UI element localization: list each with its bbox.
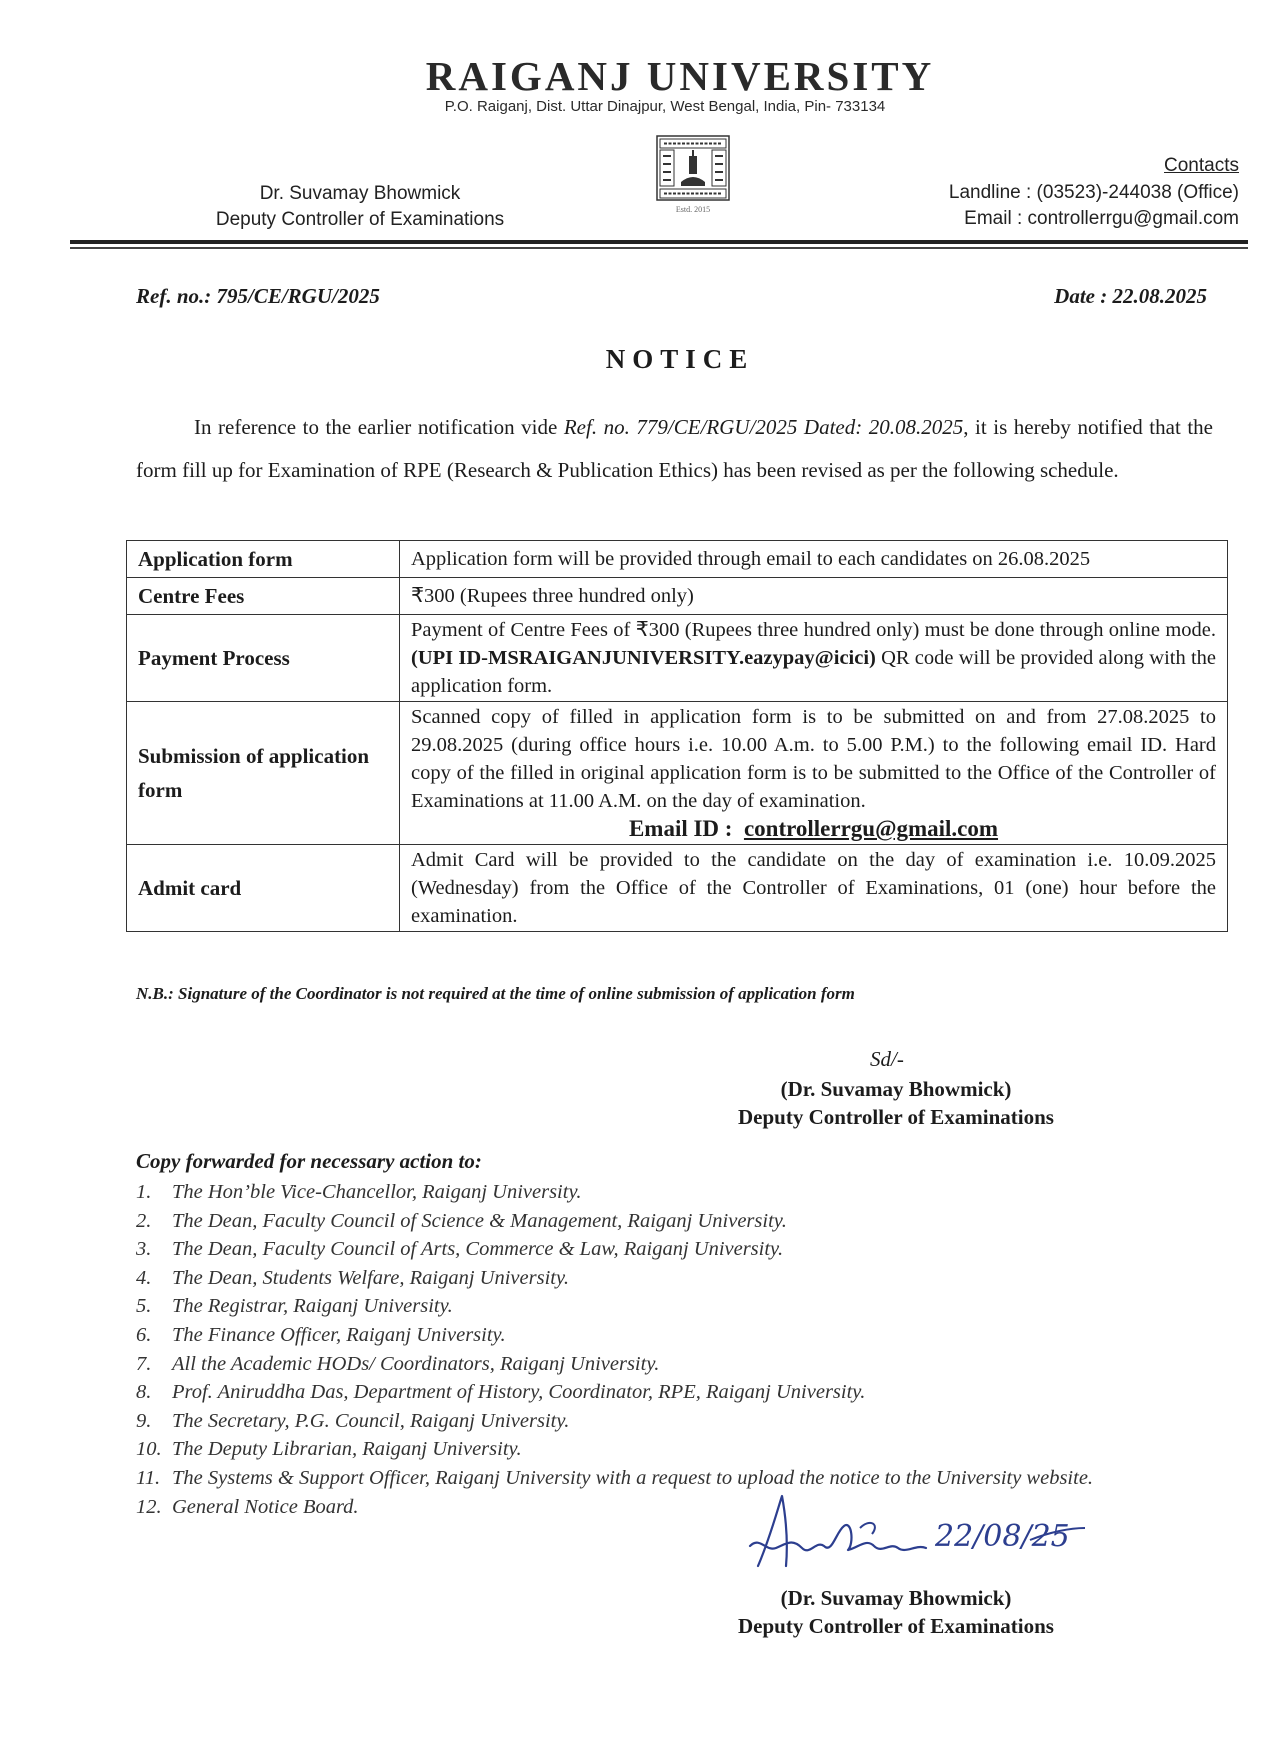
row-text: Payment of Centre Fees of ₹300 (Rupees three hundred only) must be done through online mode. — [411, 619, 1216, 641]
table-row — [127, 578, 1228, 615]
header-divider — [70, 240, 1248, 244]
list-item — [136, 1235, 1213, 1264]
list-text: The Finance Officer, Raiganj University. — [172, 1323, 506, 1346]
list-number: 9. — [136, 1409, 152, 1432]
list-text: General Notice Board. — [172, 1495, 359, 1518]
row-text: Admit Card will be provided to the candidate on the day of examination i.e. 10.09.2025 (Wednesday) from the Office of the Controller of Examinations, 01 (one) hour before the examination. — [400, 845, 1228, 932]
list-number: 4. — [136, 1266, 152, 1289]
list-number: 1. — [136, 1181, 152, 1203]
row-label: Application form — [127, 541, 400, 578]
list-item — [136, 1407, 1213, 1436]
list-text: The Registrar, Raiganj University. — [172, 1295, 453, 1318]
row-label: Admit card — [127, 845, 400, 932]
list-number: 7. — [136, 1352, 152, 1375]
officer-title: Deputy Controller of Examinations — [215, 209, 505, 230]
signatory-title: Deputy Controller of Examinations — [738, 1614, 1054, 1638]
schedule-table — [126, 540, 1228, 932]
list-number: 8. — [136, 1381, 152, 1404]
university-name: RAIGANJ UNIVERSITY — [425, 53, 935, 99]
list-item — [136, 1292, 1213, 1321]
email-address: controllerrgu@gmail.com — [743, 816, 999, 841]
signatory-name: (Dr. Suvamay Bhowmick) — [780, 1586, 1012, 1610]
list-text: The Dean, Faculty Council of Science & Management, Raiganj University. — [172, 1209, 787, 1232]
list-text: The Deputy Librarian, Raiganj University. — [172, 1438, 522, 1461]
intro-text-2: , it is hereby notified that the form fill up for Examination of RPE (Research & Publication Ethics) has been revised as per the following schedule. — [136, 415, 1213, 482]
contact-email: Email : controllerrgu@gmail.com — [964, 208, 1239, 229]
row-text-continued: QR code will be provided along with the application form. — [411, 647, 1216, 697]
list-text: Prof. Aniruddha Das, Department of History, Coordinator, RPE, Raiganj University. — [172, 1381, 866, 1404]
contacts-heading: Contacts — [1164, 155, 1239, 176]
list-item — [136, 1264, 1213, 1293]
email-label: Email ID : — [628, 816, 733, 841]
list-number: 6. — [136, 1323, 152, 1346]
row-text: ₹300 (Rupees three hundred only) — [400, 578, 1228, 615]
row-text: Scanned copy of filled in application form is to be submitted on and from 27.08.2025 to 29.08.2025 (during office hours i.e. 10.00 A.m. to 5.00 P.M.) to the following email ID. Hard copy of the filled in original application form is to be submitted to the Office of the Controller of Examinations at 11.00 A.M. on the day of examination. — [411, 706, 1216, 812]
cc-heading: Copy forwarded for necessary action to: — [136, 1149, 482, 1173]
list-number: 10. — [136, 1438, 162, 1461]
signatory-title: Deputy Controller of Examinations — [738, 1105, 1054, 1129]
list-number: 11. — [136, 1466, 161, 1489]
table-row — [127, 845, 1228, 932]
row-label: Centre Fees — [127, 578, 400, 615]
notice-heading: NOTICE — [605, 344, 755, 374]
list-item — [136, 1435, 1213, 1464]
email-line — [411, 815, 1216, 843]
nb-note: N.B.: Signature of the Coordinator is not required at the time of online submission of application form — [136, 984, 855, 1003]
intro-reference: Ref. no. 779/CE/RGU/2025 Dated: 20.08.2025 — [563, 415, 964, 439]
emblem-established: Estd. 2015 — [675, 205, 711, 214]
cc-list — [136, 1178, 1213, 1521]
list-item — [136, 1178, 1213, 1207]
notice-date: Date : 22.08.2025 — [1054, 284, 1207, 308]
list-item — [136, 1207, 1213, 1236]
officer-name: Dr. Suvamay Bhowmick — [259, 183, 461, 204]
signatory-name: (Dr. Suvamay Bhowmick) — [780, 1077, 1012, 1101]
list-text: All the Academic HODs/ Coordinators, Raiganj University. — [172, 1352, 660, 1375]
list-number: 12. — [136, 1495, 162, 1518]
table-row — [127, 615, 1228, 702]
header-divider-thin — [70, 247, 1248, 249]
list-number: 2. — [136, 1209, 152, 1232]
contact-landline: Landline : (03523)-244038 (Office) — [948, 182, 1239, 203]
row-text-container — [400, 702, 1228, 845]
row-label: Payment Process — [127, 615, 400, 702]
list-item — [136, 1378, 1213, 1407]
list-item — [136, 1350, 1213, 1379]
intro-text-1: In reference to the earlier notification vide — [194, 415, 564, 439]
list-text: The Hon’ble Vice-Chancellor, Raiganj University. — [172, 1181, 582, 1203]
list-text: The Dean, Students Welfare, Raiganj University. — [172, 1266, 570, 1289]
list-item — [136, 1321, 1213, 1350]
list-text: The Secretary, P.G. Council, Raiganj University. — [172, 1409, 570, 1432]
sd-mark: Sd/- — [870, 1047, 904, 1071]
reference-number: Ref. no.: 795/CE/RGU/2025 — [136, 284, 380, 308]
row-text: Application form will be provided through email to each candidates on 26.08.2025 — [400, 541, 1228, 578]
list-text: The Systems & Support Officer, Raiganj University with a request to upload the notice to the University website. — [172, 1466, 1094, 1489]
list-number: 3. — [136, 1238, 152, 1261]
upi-id: (UPI ID-MSRAIGANJUNIVERSITY.eazypay@icici) — [411, 647, 876, 669]
university-address: P.O. Raiganj, Dist. Uttar Dinajpur, West Bengal, India, Pin- 733134 — [444, 98, 886, 115]
table-row — [127, 702, 1228, 845]
list-number: 5. — [136, 1295, 152, 1318]
handwritten-signature-icon — [740, 1488, 1120, 1578]
row-text-container — [400, 615, 1228, 702]
list-text: The Dean, Faculty Council of Arts, Commerce & Law, Raiganj University. — [172, 1238, 784, 1261]
table-row — [127, 541, 1228, 578]
intro-paragraph — [136, 406, 1213, 491]
row-label: Submission of application form — [127, 702, 400, 845]
university-emblem-icon — [655, 134, 731, 218]
handwritten-date: 22/08/25 — [935, 1519, 1070, 1554]
